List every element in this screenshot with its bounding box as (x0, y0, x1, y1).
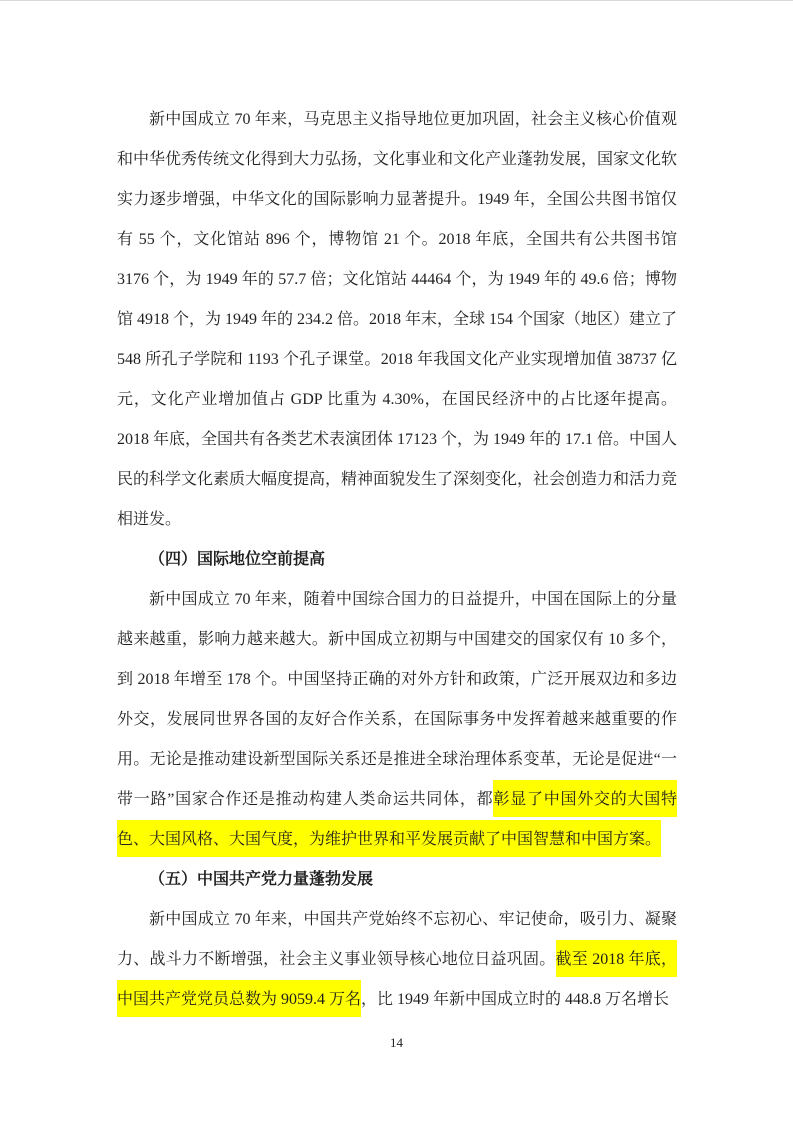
text-run: （四）国际地位空前提高 (149, 551, 326, 568)
paragraph (117, 900, 677, 1020)
text-run: ，比 1949 年新中国成立时的 448.8 万名增长 (361, 991, 670, 1008)
section-heading (117, 860, 677, 900)
section-heading (117, 540, 677, 580)
text-run: （五）中国共产党力量蓬勃发展 (149, 871, 374, 888)
document-body (117, 100, 677, 1020)
highlighted-text: 截至 2018 年底，中国共产党党员总数为 9059.4 万名 (117, 940, 677, 1017)
highlighted-text: 彰显了中国外交的大国特色、大国风格、大国气度，为维护世界和平发展贡献了中国智慧和中国方案。 (117, 780, 677, 857)
paragraph (117, 580, 677, 860)
paragraph (117, 100, 677, 540)
page-number: 14 (390, 1035, 403, 1050)
text-run: 新中国成立 70 年来，随着中国综合国力的日益提升，中国在国际上的分量越来越重，影响力越来越大。新中国成立初期与中国建交的国家仅有 10 多个，到 2018 年增至 178 个。中国坚持正确的对外方针和政策，广泛开展双边和多边外交，发展同世界各国的友好合作关系，在国际事务中发挥着越来越重要的作用。无论是推动建设新型国际关系还是推进全球治理体系变革，无论是促进“一带一路”国家合作还是推动构建人类命运共同体，都 (117, 591, 677, 808)
text-run: 新中国成立 70 年来，马克思主义指导地位更加巩固，社会主义核心价值观和中华优秀传统文化得到大力弘扬，文化事业和文化产业蓬勃发展，国家文化软实力逐步增强，中华文化的国际影响力显著提升。1949 年，全国公共图书馆仅有 55 个，文化馆站 896 个，博物馆 21 个。2018 年底，全国共有公共图书馆 3176 个，为 1949 年的 57.7 倍；文化馆站 44464 个，为 1949 年的 49.6 倍；博物馆 4918 个，为 1949 年的 234.2 倍。2018 年末，全球 154 个国家（地区）建立了 548 所孔子学院和 1193 个孔子课堂。2018 年我国文化产业实现增加值 38737 亿元，文化产业增加值占 GDP 比重为 4.30%，在国民经济中的占比逐年提高。2018 年底，全国共有各类艺术表演团体 17123 个，为 1949 年的 17.1 倍。中国人民的科学文化素质大幅度提高，精神面貌发生了深刻变化，社会创造力和活力竞相迸发。 (117, 111, 678, 528)
text-run: 新中国成立 70 年来，中国共产党始终不忘初心、牢记使命，吸引力、凝聚力、战斗力不断增强，社会主义事业领导核心地位日益巩固。 (117, 911, 677, 968)
